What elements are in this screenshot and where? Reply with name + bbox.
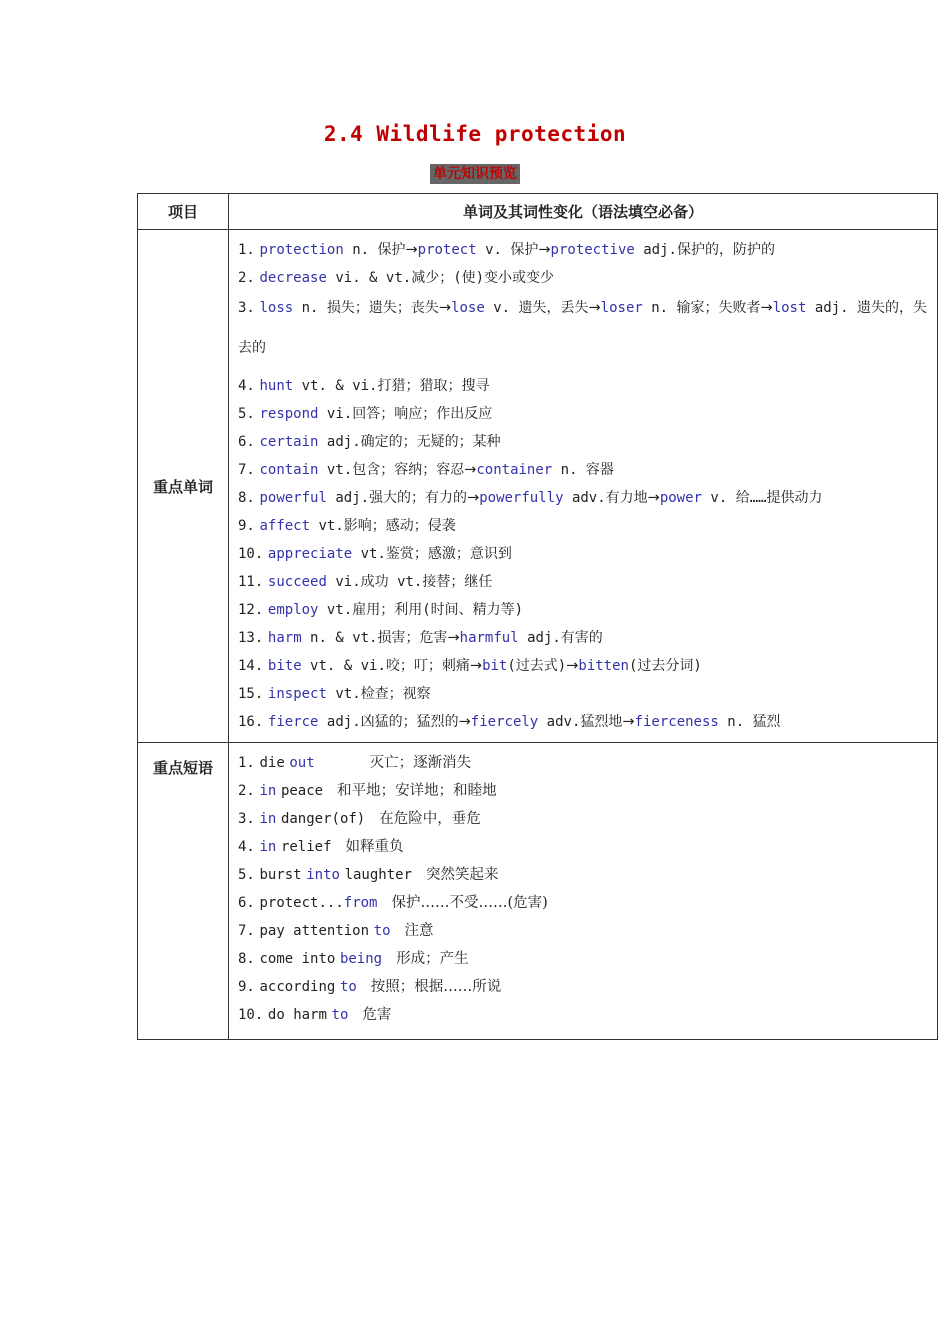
phrase-item: 3. in danger(of) 在危险中，垂危 bbox=[238, 811, 481, 827]
word-item: 9. affect vt.影响；感动；侵袭 bbox=[238, 518, 456, 534]
word-item: 15. inspect vt.检查；视察 bbox=[238, 686, 431, 702]
phrases-label: 重点短语 bbox=[138, 743, 229, 1040]
phrase-item: 1. die out 灭亡；逐渐消失 bbox=[238, 755, 472, 771]
word-item: 8. powerful adj.强大的；有力的→powerfully adv.有力地→power v. 给……提供动力 bbox=[238, 490, 823, 506]
header-words: 单词及其词性变化（语法填空必备） bbox=[229, 194, 938, 230]
page-title: 2.4 Wildlife protection bbox=[323, 122, 627, 146]
word-item: 6. certain adj.确定的；无疑的；某种 bbox=[238, 434, 501, 450]
phrase-item: 4. in relief 如释重负 bbox=[238, 839, 404, 855]
phrase-item: 9. according to 按照；根据……所说 bbox=[238, 979, 502, 995]
word-item: 14. bite vt. & vi.咬；叮；刺痛→bit(过去式)→bitten(过去分词) bbox=[238, 658, 702, 674]
word-item: 10. appreciate vt.鉴赏；感激；意识到 bbox=[238, 546, 512, 562]
phrases-cell bbox=[229, 743, 938, 1040]
words-row bbox=[138, 230, 938, 743]
phrase-item: 7. pay attention to 注意 bbox=[238, 923, 434, 939]
phrase-item: 5. burst into laughter 突然笑起来 bbox=[238, 867, 499, 883]
phrase-item: 6. protect...from 保护……不受……(危害) bbox=[238, 895, 548, 911]
header-item: 项目 bbox=[138, 194, 229, 230]
word-item: 7. contain vt.包含；容纳；容忍→container n. 容器 bbox=[238, 462, 614, 478]
phrase-item: 2. in peace 和平地；安详地；和睦地 bbox=[238, 783, 497, 799]
word-item: 3. loss n. 损失；遗失；丧失→lose v. 遗失，丢失→loser n. 输家；失败者→lost adj. 遗失的，失去的 bbox=[238, 300, 927, 356]
word-item: 4. hunt vt. & vi.打猎；猎取；搜寻 bbox=[238, 378, 490, 394]
words-cell bbox=[229, 230, 938, 743]
word-item: 5. respond vi.回答；响应；作出反应 bbox=[238, 406, 493, 422]
table-header-row bbox=[138, 194, 938, 230]
phrase-item: 10. do harm to 危害 bbox=[238, 1007, 392, 1023]
phrases-row bbox=[138, 743, 938, 1040]
words-label: 重点单词 bbox=[138, 230, 229, 743]
word-item: 2. decrease vi. & vt.减少；(使)变小或变少 bbox=[238, 270, 555, 286]
word-item: 1. protection n. 保护→protect v. 保护→protective adj.保护的，防护的 bbox=[238, 242, 775, 258]
phrase-item: 8. come into being 形成；产生 bbox=[238, 951, 469, 967]
word-item: 12. employ vt.雇用；利用(时间、精力等) bbox=[238, 602, 524, 618]
word-item: 11. succeed vi.成功 vt.接替；继任 bbox=[238, 574, 493, 590]
word-item: 16. fierce adj.凶猛的；猛烈的→fiercely adv.猛烈地→fierceness n. 猛烈 bbox=[238, 714, 781, 730]
section-subtitle: 单元知识预览 bbox=[430, 164, 520, 184]
knowledge-table bbox=[137, 193, 938, 1040]
word-item: 13. harm n. & vt.损害；危害→harmful adj.有害的 bbox=[238, 630, 603, 646]
